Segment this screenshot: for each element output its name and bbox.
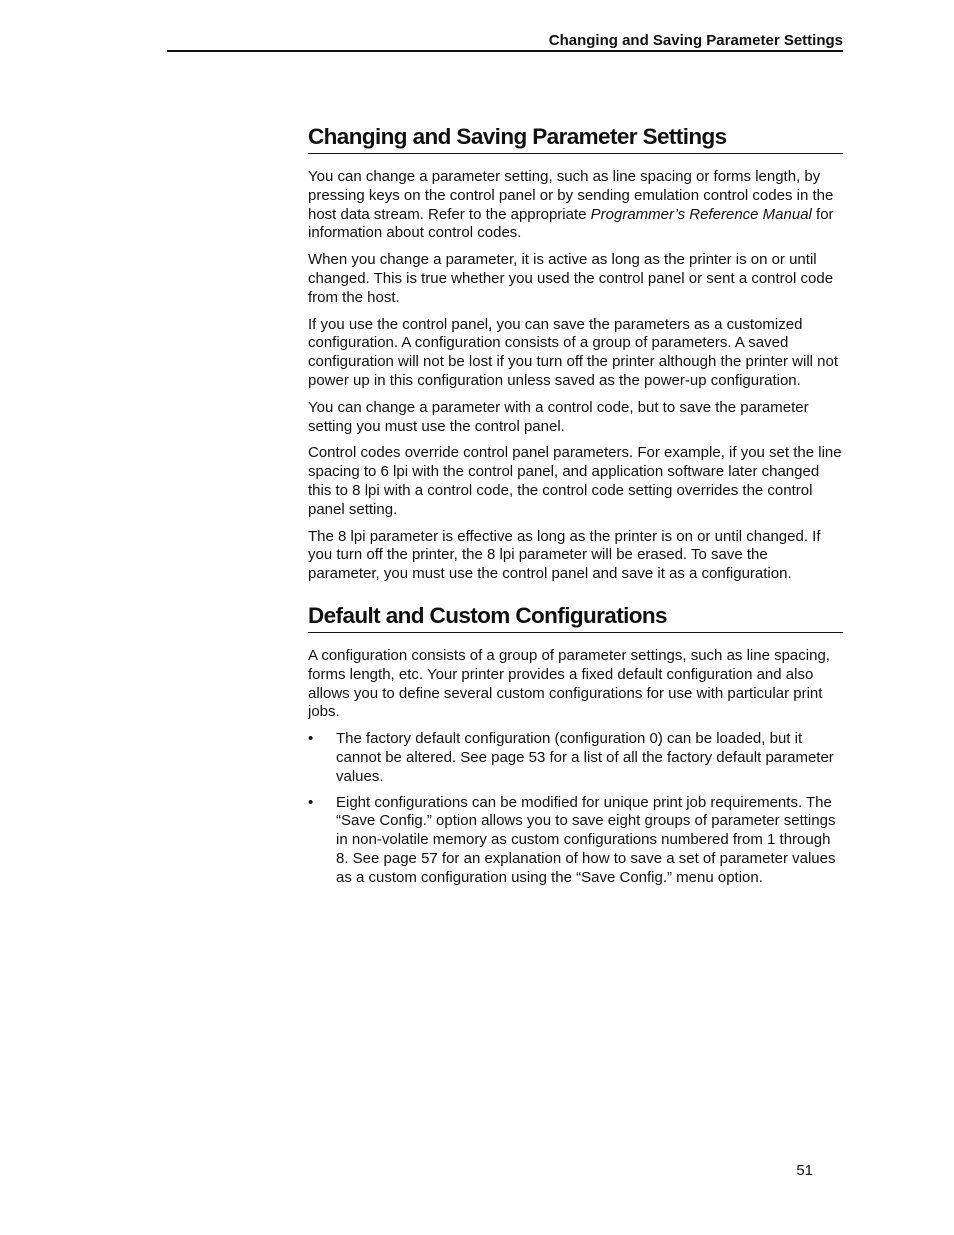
- running-header: Changing and Saving Parameter Settings: [548, 32, 843, 49]
- list-item-text: The factory default configuration (configuration 0) can be loaded, but it cannot be altered. See page 53 for a list of all the factory default parameter values.: [336, 730, 834, 785]
- page-number: 51: [796, 1162, 813, 1179]
- bullet-list: [308, 730, 843, 887]
- list-item: [308, 794, 843, 888]
- paragraph: When you change a parameter, it is active as long as the printer is on or until changed. This is true whether you used the control panel or sent a control code from the host.: [308, 251, 834, 306]
- paragraph: Control codes override control panel parameters. For example, if you set the line spacing to 6 lpi with the control panel, and application software later changed this to 8 lpi with a control code, the control code setting overrides the control panel setting.: [308, 444, 842, 518]
- section-heading: Changing and Saving Parameter Settings: [308, 123, 843, 154]
- paragraph: You can change a parameter with a control code, but to save the parameter setting you must use the control panel.: [308, 398, 809, 435]
- header-rule: [167, 50, 843, 52]
- paragraph-text: for information about control codes.: [308, 205, 834, 242]
- page-body: [308, 123, 843, 895]
- bullet-icon: •: [308, 793, 314, 811]
- bullet-icon: •: [308, 730, 314, 748]
- list-item-text: Eight configurations can be modified for unique print job requirements. The “Save Config.” option allows you to save eight groups of parameter settings in non-volatile memory as custom configurations numbered from 1 through 8. See page 57 for an explanation of how to save a set of parameter values as a custom configuration using the “Save Config.” menu option.: [336, 793, 836, 886]
- section-default-custom: [308, 602, 843, 888]
- section-changing-saving: [308, 123, 843, 584]
- paragraph: A configuration consists of a group of parameter settings, such as line spacing, forms length, etc. Your printer provides a fixed default configuration and also allows you to define several custom configurations for use with particular print jobs.: [308, 646, 830, 721]
- manual-title: Programmer’s Reference Manual: [590, 205, 812, 223]
- paragraph: The 8 lpi parameter is effective as long as the printer is on or until changed. If you turn off the printer, the 8 lpi parameter will be erased. To save the parameter, you must use the control panel and save it as a configuration.: [308, 527, 821, 583]
- section-heading: Default and Custom Configurations: [308, 602, 843, 633]
- paragraph-text: You can change a parameter setting, such as line spacing or forms length, by pressing keys on the control panel or by sending emulation control codes in the host data stream. Refer to the appropriate: [308, 168, 834, 223]
- paragraph: If you use the control panel, you can save the parameters as a customized configuration. A configuration consists of a group of parameters. A saved configuration will not be lost if you turn off the printer although the printer will not power up in this configuration unless saved as the power-up configuration.: [308, 315, 839, 389]
- list-item: [308, 730, 843, 786]
- paragraph: [308, 168, 843, 243]
